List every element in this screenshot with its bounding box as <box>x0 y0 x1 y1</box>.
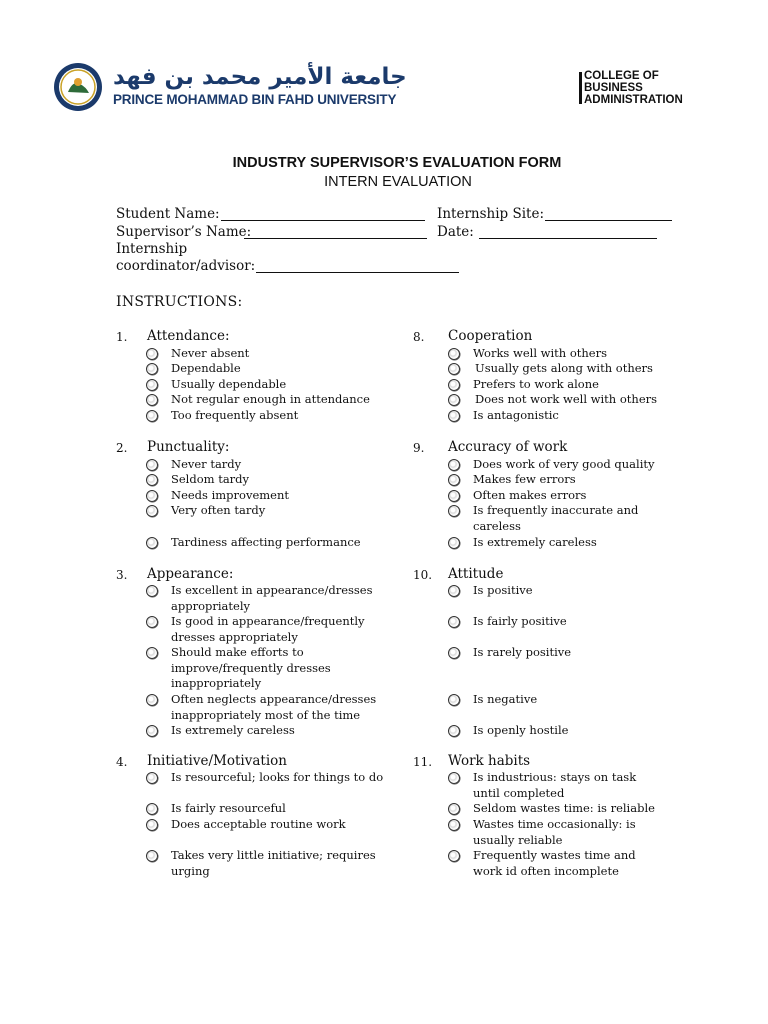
college-line-1: COLLEGE OF <box>584 70 659 82</box>
option-label: Is fairly positive <box>473 614 567 628</box>
option-label: Very often tardy <box>171 503 266 517</box>
question-title-accuracy: Accuracy of work <box>448 439 568 455</box>
option-label: Is industrious: stays on task until completed <box>473 770 637 800</box>
option-label: Is extremely careless <box>473 535 597 549</box>
question-title-cooperation: Cooperation <box>448 328 533 344</box>
radio-button[interactable] <box>146 647 158 659</box>
radio-button[interactable] <box>448 474 460 486</box>
date-label: Date: <box>437 224 474 240</box>
option-label: Wastes time occasionally: is usually reliable <box>473 817 636 847</box>
radio-button[interactable] <box>448 537 460 549</box>
radio-button[interactable] <box>448 694 460 706</box>
radio-button[interactable] <box>146 474 158 486</box>
option-row[interactable] <box>448 801 683 817</box>
option-row[interactable] <box>448 472 673 488</box>
option-row[interactable] <box>146 472 401 488</box>
internship-site-label: Internship Site: <box>437 206 544 222</box>
radio-button[interactable] <box>448 585 460 597</box>
college-line-3: ADMINISTRATION <box>584 94 683 106</box>
option-row[interactable] <box>448 377 673 393</box>
option-row[interactable] <box>146 801 401 817</box>
question-title-punctuality: Punctuality: <box>147 439 230 455</box>
option-row[interactable] <box>448 614 673 630</box>
option-row[interactable] <box>146 361 401 377</box>
option-label: Takes very little initiative; requires urging <box>171 848 376 878</box>
question-number: 10. <box>413 568 433 582</box>
option-row[interactable] <box>448 692 673 708</box>
coordinator-label-line1: Internship <box>116 241 188 257</box>
radio-button[interactable] <box>146 348 158 360</box>
instructions-heading: INSTRUCTIONS: <box>116 294 243 310</box>
radio-button[interactable] <box>448 394 460 406</box>
option-row[interactable] <box>448 723 673 739</box>
supervisor-name-field[interactable] <box>244 224 427 239</box>
option-label: Never absent <box>171 346 250 360</box>
date-field[interactable] <box>479 224 657 239</box>
radio-button[interactable] <box>146 459 158 471</box>
question-number: 1. <box>116 330 128 344</box>
supervisor-name-label: Supervisor’s Name: <box>116 224 252 240</box>
option-label: Does not work well with others <box>475 392 658 406</box>
radio-button[interactable] <box>448 772 460 784</box>
radio-button[interactable] <box>448 505 460 517</box>
option-label: Never tardy <box>171 457 242 471</box>
option-label: Is negative <box>473 692 538 706</box>
college-divider <box>579 72 582 104</box>
radio-button[interactable] <box>448 725 460 737</box>
option-label: Is extremely careless <box>171 723 295 737</box>
option-row[interactable] <box>146 535 401 551</box>
question-number: 4. <box>116 755 128 769</box>
radio-button[interactable] <box>448 490 460 502</box>
option-label: Is fairly resourceful <box>171 801 286 815</box>
option-row[interactable] <box>448 770 653 801</box>
option-row[interactable] <box>146 408 401 424</box>
question-title-appearance: Appearance: <box>147 566 234 582</box>
question-title-attitude: Attitude <box>448 566 504 582</box>
radio-button[interactable] <box>448 803 460 815</box>
radio-button[interactable] <box>146 850 158 862</box>
option-label: Is positive <box>473 583 533 597</box>
option-row[interactable] <box>146 645 341 692</box>
option-row[interactable] <box>448 583 673 599</box>
option-row[interactable] <box>146 503 401 519</box>
coordinator-field[interactable] <box>256 258 459 273</box>
question-title-initiative: Initiative/Motivation <box>147 753 287 769</box>
radio-button[interactable] <box>146 363 158 375</box>
radio-button[interactable] <box>448 379 460 391</box>
radio-button[interactable] <box>146 694 158 706</box>
option-row[interactable] <box>146 848 391 879</box>
option-row[interactable] <box>146 692 401 723</box>
radio-button[interactable] <box>146 394 158 406</box>
radio-button[interactable] <box>146 537 158 549</box>
radio-button[interactable] <box>448 647 460 659</box>
question-number: 3. <box>116 568 128 582</box>
option-row[interactable] <box>146 346 401 362</box>
university-seal-logo <box>53 62 103 112</box>
radio-button[interactable] <box>448 410 460 422</box>
option-label: Should make efforts to improve/frequently dresses inappropriately <box>171 645 331 690</box>
radio-button[interactable] <box>146 410 158 422</box>
option-label: Seldom tardy <box>171 472 250 486</box>
option-label: Often makes errors <box>473 488 587 502</box>
option-row[interactable] <box>146 583 401 614</box>
option-row[interactable] <box>448 361 675 377</box>
option-row[interactable] <box>448 535 673 551</box>
college-line-2: BUSINESS <box>584 82 643 94</box>
option-row[interactable] <box>448 488 673 504</box>
option-row[interactable] <box>146 392 401 408</box>
option-label: Is frequently inaccurate and careless <box>473 503 639 533</box>
question-number: 2. <box>116 441 128 455</box>
option-row[interactable] <box>146 457 401 473</box>
option-label: Too frequently absent <box>171 408 299 422</box>
option-row[interactable] <box>448 848 648 879</box>
option-row[interactable] <box>448 645 673 661</box>
option-label: Works well with others <box>473 346 608 360</box>
question-title-attendance: Attendance: <box>147 328 230 344</box>
radio-button[interactable] <box>146 616 158 628</box>
radio-button[interactable] <box>448 348 460 360</box>
option-label: Usually gets along with others <box>475 361 653 375</box>
radio-button[interactable] <box>448 363 460 375</box>
option-label: Is excellent in appearance/dresses appropriately <box>171 583 373 613</box>
radio-button[interactable] <box>448 616 460 628</box>
option-row[interactable] <box>146 817 401 833</box>
option-row[interactable] <box>146 488 401 504</box>
radio-button[interactable] <box>448 459 460 471</box>
option-label: Prefers to work alone <box>473 377 599 391</box>
college-name <box>584 70 683 106</box>
option-label: Makes few errors <box>473 472 576 486</box>
radio-button[interactable] <box>448 819 460 831</box>
question-number: 9. <box>413 441 425 455</box>
radio-button[interactable] <box>146 819 158 831</box>
option-row[interactable] <box>448 346 673 362</box>
option-label: Is good in appearance/frequently dresses appropriately <box>171 614 365 644</box>
option-label: Needs improvement <box>171 488 289 502</box>
radio-button[interactable] <box>146 490 158 502</box>
option-row[interactable] <box>448 457 683 473</box>
option-label: Is antagonistic <box>473 408 559 422</box>
radio-button[interactable] <box>146 379 158 391</box>
option-label: Usually dependable <box>171 377 287 391</box>
option-row[interactable] <box>146 377 401 393</box>
radio-button[interactable] <box>146 725 158 737</box>
university-name-english: PRINCE MOHAMMAD BIN FAHD UNIVERSITY <box>113 92 397 107</box>
option-row[interactable] <box>448 503 658 534</box>
student-name-field[interactable] <box>221 206 425 221</box>
option-label: Is resourceful; looks for things to do <box>171 770 384 784</box>
radio-button[interactable] <box>146 772 158 784</box>
option-row[interactable] <box>146 770 401 786</box>
option-label: Seldom wastes time: is reliable <box>473 801 655 815</box>
university-name-arabic: جامعة الأمير محمد بن فهد <box>113 64 407 90</box>
option-row[interactable] <box>448 817 653 848</box>
option-label: Does acceptable routine work <box>171 817 346 831</box>
coordinator-label-line2: coordinator/advisor: <box>116 258 256 274</box>
option-row[interactable] <box>448 392 675 408</box>
student-name-label: Student Name: <box>116 206 220 222</box>
option-label: Tardiness affecting performance <box>171 535 361 549</box>
question-title-work-habits: Work habits <box>448 753 531 769</box>
option-label: Often neglects appearance/dresses inappropriately most of the time <box>171 692 377 722</box>
form-title: INDUSTRY SUPERVISOR’S EVALUATION FORM <box>232 155 562 171</box>
option-label: Does work of very good quality <box>473 457 655 471</box>
option-label: Not regular enough in attendance <box>171 392 370 406</box>
option-label: Is rarely positive <box>473 645 572 659</box>
option-label: Frequently wastes time and work id often incomplete <box>473 848 636 878</box>
question-number: 11. <box>413 755 433 769</box>
option-row[interactable] <box>146 614 401 645</box>
option-row[interactable] <box>146 723 401 739</box>
form-subtitle: INTERN EVALUATION <box>324 174 472 190</box>
radio-button[interactable] <box>146 505 158 517</box>
internship-site-field[interactable] <box>545 206 672 221</box>
option-row[interactable] <box>448 408 673 424</box>
question-number: 8. <box>413 330 425 344</box>
radio-button[interactable] <box>448 850 460 862</box>
option-label: Dependable <box>171 361 241 375</box>
radio-button[interactable] <box>146 585 158 597</box>
radio-button[interactable] <box>146 803 158 815</box>
option-label: Is openly hostile <box>473 723 569 737</box>
